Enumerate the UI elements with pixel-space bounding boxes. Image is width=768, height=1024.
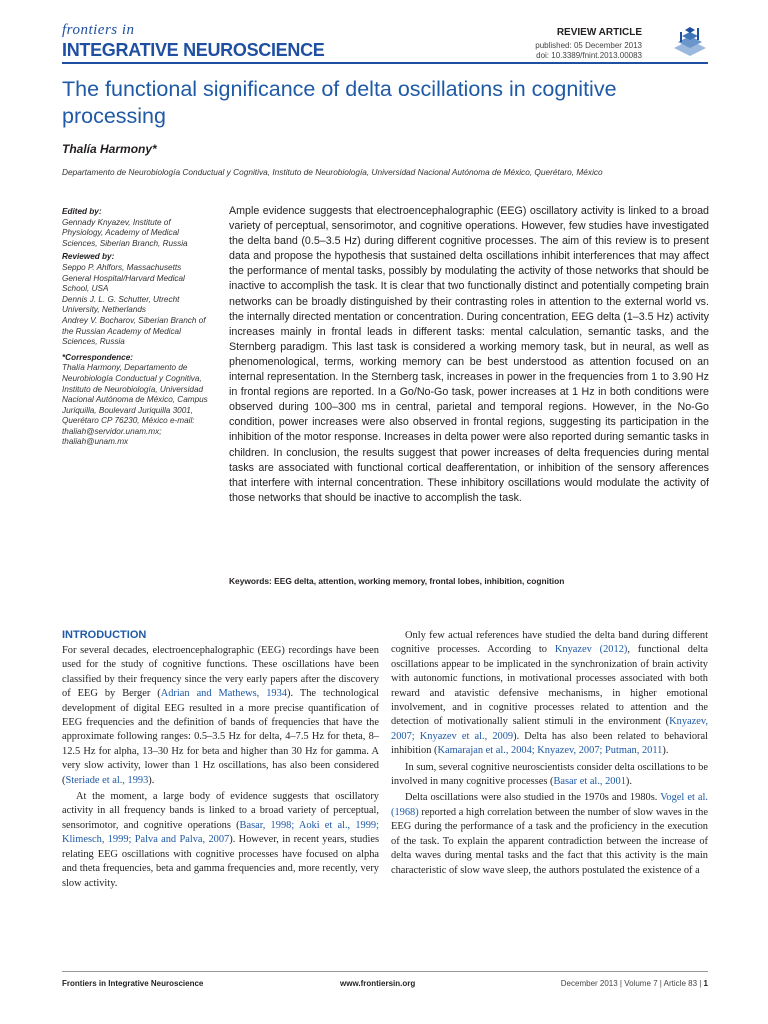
keywords: Keywords: EEG delta, attention, working memory, frontal lobes, inhibition, cognition [229,576,565,586]
citation-link[interactable]: Steriade et al., 1993 [65,774,149,786]
paragraph: For several decades, electroencephalographic (EEG) recordings have been used for the study of cognitive functions. These oscillations have been classified by their frequency since the very early papers after the discovery of EEG by Berger (Adrian and Mathews, 1934). The technological development of digital EEG resulted in a more precise quantification of EEG frequencies and the definition of bands of frequencies that have the approximate following ranges: 0.5–3.5 Hz for delta, 4–7.5 Hz for theta, 8–12.5 Hz for alpha, 13–30 Hz for beta and higher than 30 Hz for gamma. A very slow activity, lower than 1 Hz oscillations, has also been considered (Steriade et al., 1993). [62,645,379,786]
sidebar [62,207,212,448]
footer-url[interactable]: www.frontiersin.org [340,979,416,988]
correspondence-label: *Correspondence: [62,352,133,362]
frontiers-logo-icon [670,22,710,58]
citation-link[interactable]: Kamarajan et al., 2004; Knyazev, 2007; Putman, 2011 [437,745,663,757]
paragraph: At the moment, a large body of evidence suggests that oscillatory activity in all frequency bands is linked to a broad variety of perceptual, sensorimotor, and cognitive operations (Basar, 1998; Aoki et al., 1999; Klimesch, 1999; Palva and Palva, 2007). However, in recent years, studies relating EEG oscillations with cognitive processes have focused on alpha and theta frequencies, beta and gamma frequencies and, more recently, very slow activity. [62,791,379,889]
published-date: published: 05 December 2013 [535,41,642,50]
right-column [391,629,708,878]
author: Thalía Harmony* [62,142,157,156]
journal-name: INTEGRATIVE NEUROSCIENCE [62,40,325,60]
header-rule [62,62,708,64]
reviewer: Dennis J. L. G. Schutter, Utrecht University, Netherlands [62,294,180,315]
citation-link[interactable]: Basar et al., 2001 [553,776,626,788]
footer-rule [62,971,708,972]
citation-link[interactable]: Basar, 1998; Aoki et al., 1999; Klimesch, 1999; Palva and Palva, 2007 [62,819,379,846]
article-title: The functional significance of delta oscillations in cognitive processing [62,77,617,128]
page-number: 1 [703,979,708,988]
affiliation: Departamento de Neurobiología Conductual y Cognitiva, Instituto de Neurobiología, Universidad Nacional Autónoma de México, Querétaro, México [62,167,603,177]
footer-issue [561,979,708,988]
editor: Gennady Knyazev, Institute of Physiology, Academy of Medical Sciences, Siberian Branch, Russia [62,217,188,248]
citation-link[interactable]: Knyazev, 2007; Knyazev et al., 2009 [391,716,708,742]
issue-info: December 2013 | Volume 7 | Article 83 | [560,979,702,988]
citation-link[interactable]: Vogel et al. (1968) [391,792,709,818]
paragraph: Only few actual references have studied the delta band during different cognitive processes. According to Knyazev (2012), functional delta oscillations appear to be implicated in the synchronization of brain activity with autonomic functions, in motivational processes associated with both reward and atavistic defensive mechanisms, in higher emotional involvement, and in cognitive processes related to attention and the detection of motivationally salient stimuli in the environment (Knyazev, 2007; Knyazev et al., 2009). Delta has also been related to behavioral inhibition (Kamarajan et al., 2004; Knyazev, 2007; Putman, 2011). [391,630,708,757]
journal-top-label: frontiers in [62,22,135,38]
reviewer: Seppo P. Ahlfors, Massachusetts General Hospital/Harvard Medical School, USA [62,262,185,294]
abstract: Ample evidence suggests that electroencephalographic (EEG) oscillatory activity is linked to a broad variety of perceptual, sensorimotor, and cognitive operations. However, few studies have investigated the delta band (0.5–3.5 Hz) during different cognitive processes. The aim of this review is to present data and propose the hypothesis that sustained delta oscillations inhibit interferences that may affect the performance of mental tasks, possibly by modulating the activity of those networks that should be inactive to accomplish the task. It is clear that two functionally distinct and potentially competing brain networks can be broadly distinguished by their contrasting roles in attention to the external world vs. the internally directed mentation or concentration. During concentration, EEG delta (1–3.5 Hz) activity increases mainly in frontal leads in different tasks: mental calculation, semantic tasks, and the Sternberg paradigm. This last task is considered a working memory task, but in neural, as well as phenomenological, terms, working memory can be best understood as attention focused on an internal representation. In the Sternberg task, increases in power in the frequencies from 1 to 3.90 Hz in frontal regions are reported. In a Go/No-Go task, power increases at 1 Hz in both conditions were observed during 100–300 ms in central, parietal and temporal regions. However, in the No-Go condition, power increases were also observed in frontal regions, suggesting its participation in the inhibition of the motor response. Increases in delta power were also reported during semantic tasks in children. In conclusion, the results suggest that power increases of delta frequencies during mental tasks are associated with functional cortical deafferentation, or inhibition of the sensory afferences that interfere with internal concentration. These inhibitory oscillations would modulate the activity of those networks that should be inactive to accomplish the task. [229,205,710,504]
reviewer: Andrey V. Bocharov, Siberian Branch of the Russian Academy of Medical Sciences, Russia [62,315,206,347]
publication-info [535,41,642,61]
paragraph: Delta oscillations were also studied in the 1970s and 1980s. Vogel et al. (1968) reported a high correlation between the number of slow waves in the EEG during the performance of a task and the proficiency in the execution of the task. To explain the apparent contradiction between the increase of delta waves during mental tasks and the fact that this activity is the main characteristic of slow wave sleep, the authors postulated the existence of a [391,792,709,876]
paragraph: In sum, several cognitive neuroscientists consider delta oscillations to be involved in many cognitive processes (Basar et al., 2001). [391,761,708,788]
reviewed-by-label: Reviewed by: [62,252,115,262]
doi[interactable]: doi: 10.3389/fnint.2013.00083 [536,51,642,60]
edited-by-label: Edited by: [62,207,102,216]
section-heading-introduction: INTRODUCTION [62,629,147,641]
article-type: REVIEW ARTICLE [556,27,642,38]
correspondence: Thalía Harmony, Departamento de Neurobiología Conductual y Cognitiva, Instituto de Neurobiología, Universidad Nacional Autónoma de México, Campus Juriquilla, Boulevard Juriquilla 3001, Querétaro CP 76230, México e-mail: thaliah@servidor.unam.mx; thaliah@unam.mx [62,363,208,447]
citation-link[interactable]: Knyazev (2012) [554,644,628,656]
footer-journal: Frontiers in Integrative Neuroscience [62,979,204,988]
citation-link[interactable]: Adrian and Mathews, 1934 [160,688,288,700]
left-column [62,644,379,891]
